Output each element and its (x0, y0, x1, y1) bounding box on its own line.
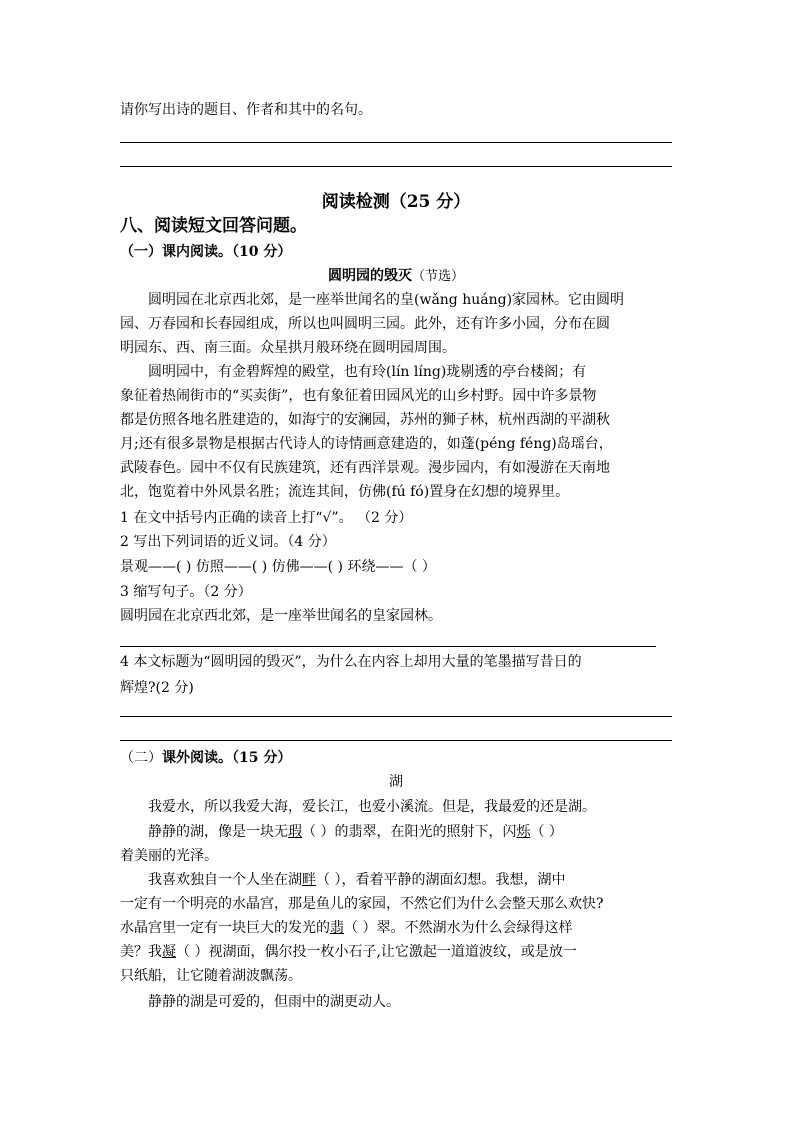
passage2-line: 一定有一个明亮的水晶宫，那是鱼儿的家园，不然它们为什么会整天那么欢快? (120, 896, 604, 912)
question-4: 4 本文标题为“圆明园的毁灭”，为什么在内容上却用大量的笔墨描写昔日的 (120, 654, 582, 670)
answer-line (120, 166, 672, 167)
passage1-line: 园、万春园和长春园组成，所以也叫圆明三园。此外，还有许多小园，分布在圆 (120, 316, 610, 332)
passage1-title-row (120, 264, 672, 289)
passage2-line: 只纸船，让它随着湖波飘荡。 (120, 968, 302, 984)
passage1-line: 北，饱览着中外风景名胜；流连其间，仿佛(fú fó)置身在幻想的境界里。 (120, 484, 570, 500)
text-run: （ ） (530, 824, 563, 840)
text-run: 静静的湖，像是一块无 (148, 824, 288, 840)
text-run: 美？我 (120, 944, 162, 960)
passage1-line: 象征着热闹街市的“买卖街”，也有象征着田园风光的山乡村野。园中许多景物 (120, 388, 597, 404)
question-1: 1 在文中括号内正确的读音上打“√”。 （2 分） (120, 510, 413, 526)
question-3-sentence: 圆明园在北京西北郊，是一座举世闻名的皇家园林。 (120, 608, 442, 624)
passage2-line: 静静的湖是可爱的，但雨中的湖更动人。 (148, 994, 400, 1010)
passage2-line (120, 916, 680, 940)
sub1-heading: （一）课内阅读。（10 分） (120, 244, 292, 260)
sub2-heading-prefix: （二） (120, 750, 162, 766)
answer-line (120, 740, 672, 741)
passage2-line (148, 868, 708, 892)
section-title: 阅读检测（25 分） (321, 192, 471, 212)
passage1-line: 月;还有很多景物是根据古代诗人的诗情画意建造的，如蓬(péng féng)岛瑶台， (120, 436, 613, 452)
passage1-line: 都是仿照各地名胜建造的，如海宁的安澜园，苏州的狮子林，杭州西湖的平湖秋 (120, 412, 610, 428)
poem-question: 请你写出诗的题目、作者和其中的名句。 (120, 102, 372, 118)
answer-line (120, 646, 656, 647)
sub2-heading-text: 课外阅读。（15 分） (162, 750, 292, 766)
passage2-title: 湖 (389, 774, 403, 790)
passage2-line (148, 820, 708, 844)
text-run: （ ）的翡翠，在阳光的照射下，闪 (302, 824, 517, 840)
underlined-char: 畔 (302, 872, 316, 888)
answer-line (120, 142, 672, 143)
passage2-line (120, 940, 680, 964)
passage1-line: 圆明园中，有金碧辉煌的殿堂，也有玲(lín líng)珑剔透的亭台楼阁；有 (148, 364, 587, 380)
sub2-heading (120, 746, 680, 770)
text-run: （ ）视湖面，偶尔投一枚小石子,让它激起一道道波纹，或是放一 (176, 944, 577, 960)
question-2-answers: 景观——( ) 仿照——( ) 仿佛——( ) 环绕——（ ） (120, 559, 436, 575)
text-run: （ ）翠。不然湖水为什么会绿得这样 (344, 920, 573, 936)
underlined-char: 凝 (162, 944, 176, 960)
passage1-title: 圆明园的毁灭 (327, 268, 412, 284)
passage1-title-note: （节选） (411, 269, 464, 284)
passage1-line: 武陵春色。园中不仅有民族建筑，还有西洋景观。漫步园内，有如漫游在天南地 (120, 460, 610, 476)
part-heading: 八、阅读短文回答问题。 (120, 216, 307, 236)
passage2-line: 着美丽的光泽。 (120, 848, 218, 864)
text-run: 水晶宫里一定有一块巨大的发光的 (120, 920, 330, 936)
underlined-char: 瑕 (288, 824, 302, 840)
question-3: 3 缩写句子。（2 分） (120, 584, 252, 600)
underlined-char: 翡 (330, 920, 344, 936)
passage2-line: 我爱水，所以我爱大海，爱长江，也爱小溪流。但是，我最爱的还是湖。 (148, 799, 596, 815)
passage1-line: 明园东、西、南三面。众星拱月般环绕在圆明园周围。 (120, 340, 456, 356)
question-2: 2 写出下列词语的近义词。（4 分） (120, 534, 336, 550)
question-4-cont: 辉煌?(2 分) (120, 680, 194, 696)
text-run: （ ），看着平静的湖面幻想。我想，湖中 (316, 872, 566, 888)
underlined-char: 烁 (516, 824, 531, 840)
passage1-line: 圆明园在北京西北郊，是一座举世闻名的皇(wǎng huáng)家园林。它由圆明 (148, 292, 625, 308)
answer-line (120, 716, 672, 717)
text-run: 我喜欢独自一个人坐在湖 (148, 872, 302, 888)
